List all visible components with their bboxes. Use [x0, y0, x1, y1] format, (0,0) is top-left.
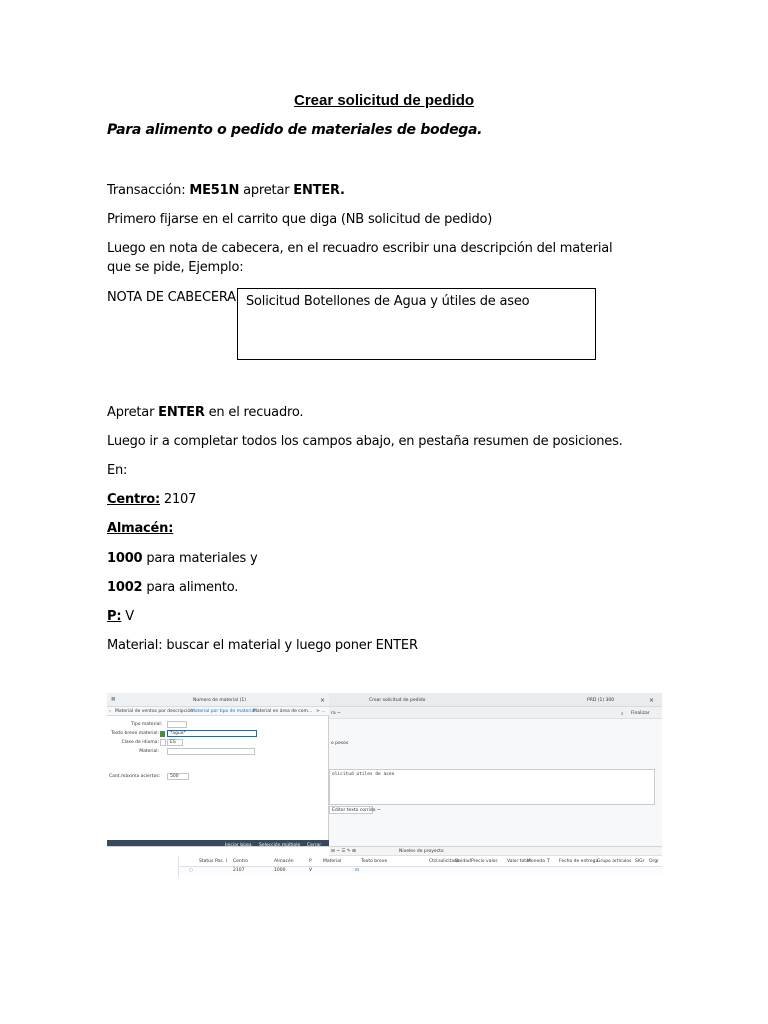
col-pos: Pos.	[215, 859, 225, 864]
document-subtitle: Para alimento o pedido de materiales de bodega.	[107, 122, 483, 138]
col-i: I	[226, 859, 228, 864]
dialog-header	[107, 693, 329, 707]
transaction-key: ENTER.	[293, 183, 345, 198]
col-texto-breve: Texto breve	[361, 859, 388, 864]
header-note-editor[interactable]	[329, 769, 655, 805]
texto-breve-input[interactable]	[167, 730, 257, 737]
col-centro: Centro	[233, 859, 249, 864]
header-note-text: olicitud útiles de aseo	[332, 772, 395, 777]
transaction-prefix: Transacción:	[107, 183, 190, 198]
col-fecha: Fecha de entrega	[559, 859, 599, 864]
sap-system-id: PRD (1) 300	[587, 698, 615, 703]
dialog-close-icon[interactable]: ×	[320, 697, 326, 704]
table-header	[179, 858, 662, 867]
editor-select-label: Editor texto corrido ~	[332, 808, 381, 813]
field-max-aciertos-label: Cant.máxima aciertos:	[109, 774, 161, 779]
dialog-title: Número de material (1)	[193, 698, 246, 703]
col-status: Status	[199, 859, 214, 864]
toolbar-icons[interactable]: ⊟ ~ ☰ ✎ ⊞	[331, 849, 356, 854]
col-valor-total: Valor total	[507, 859, 531, 864]
search-icon[interactable]: ⌕	[621, 712, 624, 717]
table-row[interactable]	[179, 867, 662, 875]
max-aciertos-input[interactable]	[167, 773, 189, 780]
idioma-value: ES	[170, 740, 176, 745]
nota-label: NOTA DE CABECERA	[107, 290, 236, 305]
sap-subheader	[329, 707, 662, 719]
field-material-label: Material:	[139, 749, 159, 754]
col-cantidad: Ctd.solicitada	[429, 859, 460, 864]
field-material	[107, 748, 329, 756]
grid-icon: ▦	[111, 697, 116, 702]
enter-prefix: Apretar	[107, 405, 159, 420]
texto-breve-value: *agua*	[170, 731, 186, 736]
almacen-1002-line	[107, 578, 238, 597]
table-side-panel	[107, 856, 179, 877]
row-centro[interactable]: 2107	[233, 868, 245, 873]
nota-text: Solicitud Botellones de Agua y útiles de aseo	[246, 294, 530, 309]
transaction-code: ME51N	[189, 183, 240, 198]
p-label: P:	[107, 609, 122, 624]
close-icon[interactable]: ×	[649, 697, 655, 704]
col-precio: Precio valor.	[471, 859, 499, 864]
field-texto-breve-label: Texto breve material:	[111, 731, 159, 736]
enter-key: ENTER	[158, 405, 205, 420]
centro-line	[107, 490, 196, 509]
centro-value: 2107	[159, 492, 197, 507]
col-orgr: Orgr	[649, 859, 660, 864]
sap-section-label: o pesos	[331, 741, 349, 746]
col-p: P	[309, 859, 312, 864]
idioma-help-icon[interactable]	[160, 739, 166, 746]
positions-table	[107, 846, 662, 877]
p-line	[107, 607, 134, 626]
field-tipo-material-label: Tipo material:	[131, 722, 163, 727]
almacen-1002-code: 1002	[107, 580, 143, 595]
tab-more[interactable]: > ...	[316, 709, 326, 714]
col-t: T	[547, 859, 550, 864]
almacen-label	[107, 519, 173, 538]
enter-line	[107, 403, 303, 422]
almacen-1002-text: para alimento.	[142, 580, 239, 595]
col-grupo: Grupo artículos	[597, 859, 632, 864]
required-icon	[160, 731, 165, 737]
chevron-left-icon[interactable]: ‹	[109, 709, 111, 714]
value-help-icon[interactable]: ⊡	[355, 868, 359, 873]
carrito-line: Primero fijarse en el carrito que diga (NB solicitud de pedido)	[107, 212, 493, 227]
p-value: V	[121, 609, 134, 624]
field-texto-breve	[107, 730, 329, 738]
field-idioma	[107, 739, 329, 747]
nota-instruction: Luego en nota de cabecera, en el recuadro escribir una descripción del material que se pide, Ejemplo:	[107, 241, 613, 275]
sap-screenshot	[107, 693, 662, 877]
field-idioma-label: Clase de idioma:	[121, 740, 159, 745]
sap-main-header	[329, 693, 662, 707]
almacen-label-text: Almacén:	[107, 521, 174, 536]
material-line: Material: buscar el material y luego poner ENTER	[107, 638, 418, 653]
idioma-input[interactable]	[167, 739, 183, 746]
row-almacen[interactable]: 1000	[274, 868, 286, 873]
table-toolbar	[329, 847, 662, 856]
almacen-1000-code: 1000	[107, 551, 143, 566]
col-moneda: Moneda	[527, 859, 545, 864]
editor-select[interactable]	[329, 806, 381, 814]
almacen-1000-text: para materiales y	[142, 551, 258, 566]
en-line: En:	[107, 463, 128, 478]
niveles-proyecto-button[interactable]: Niveles de proyecto	[399, 849, 444, 854]
tab-ventas[interactable]: Material de ventas por descripción	[115, 709, 193, 714]
almacen-1000-line	[107, 549, 257, 568]
dialog-tabs	[107, 707, 329, 716]
enter-suffix: en el recuadro.	[204, 405, 304, 420]
campos-line: Luego ir a completar todos los campos abajo, en pestaña resumen de posiciones.	[107, 434, 623, 449]
document-title: Crear solicitud de pedido	[293, 92, 475, 109]
col-sigr: SIGr	[635, 859, 645, 864]
row-select-icon[interactable]: ○	[189, 868, 193, 873]
centro-label: Centro:	[107, 492, 160, 507]
material-input[interactable]	[167, 748, 255, 755]
tab-area-compras[interactable]: Material en área de com...	[253, 709, 313, 714]
tab-tipo-material[interactable]: Material por tipo de material	[191, 709, 256, 714]
col-unidad: Unidad	[455, 859, 471, 864]
max-aciertos-value: 500	[170, 774, 179, 779]
transaction-middle: apretar	[239, 183, 294, 198]
field-max-aciertos	[107, 773, 329, 781]
finalizar-button[interactable]: Finalizar	[631, 711, 650, 716]
col-material: Material	[323, 859, 342, 864]
col-almacen: Almacén	[274, 859, 294, 864]
sap-subheader-left: ra ~	[331, 711, 341, 716]
transaction-line	[107, 181, 345, 200]
nota-box	[237, 288, 596, 360]
field-tipo-material	[107, 721, 329, 729]
sap-main-title: Crear solicitud de pedido	[369, 698, 426, 703]
row-p[interactable]: V	[309, 868, 313, 873]
tipo-material-input[interactable]	[167, 721, 187, 728]
